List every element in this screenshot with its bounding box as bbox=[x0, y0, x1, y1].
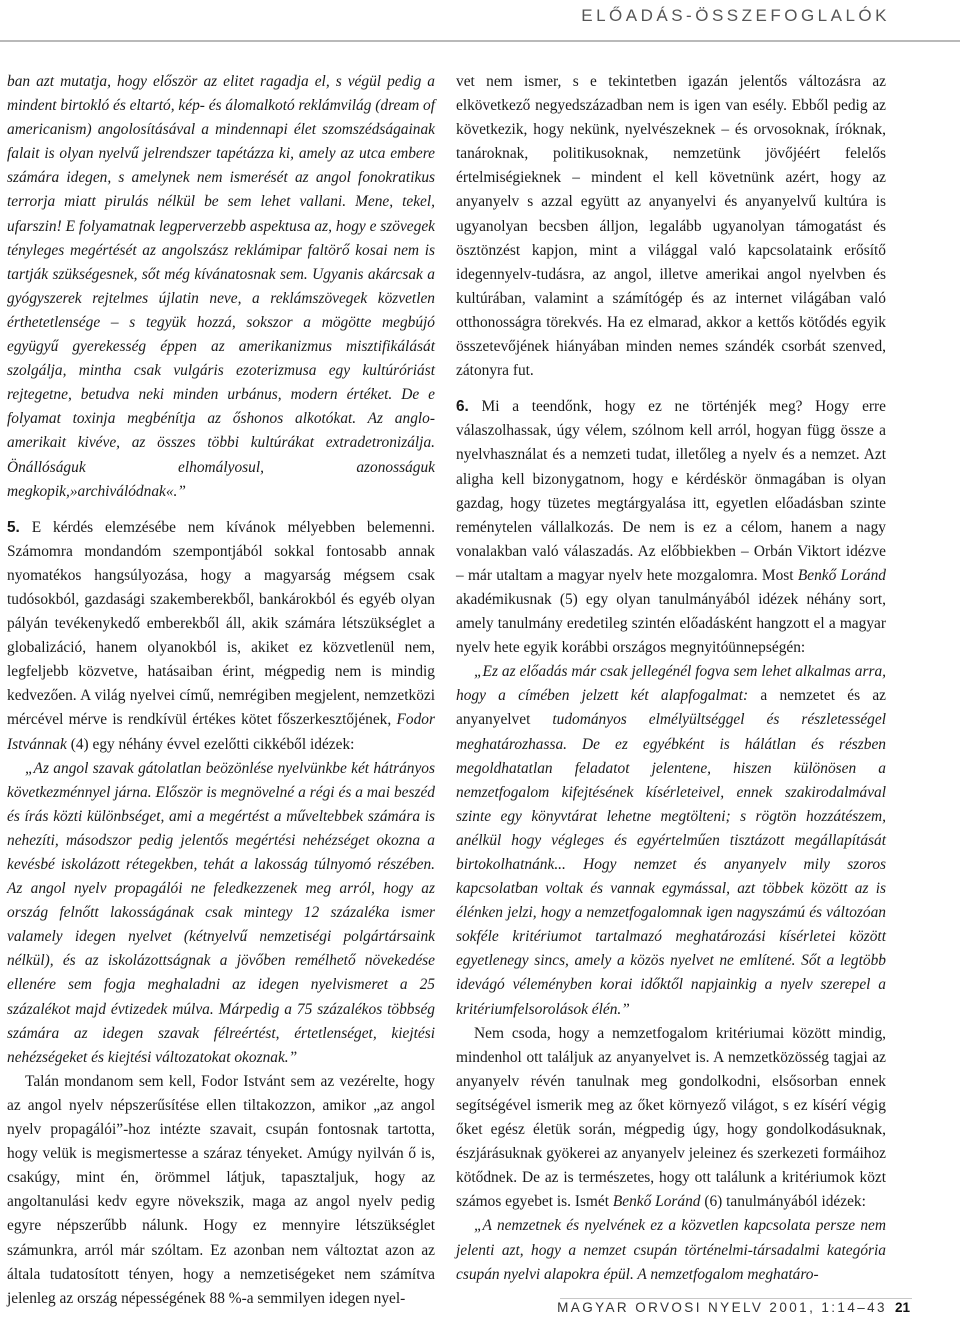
author-name: Benkő Loránd bbox=[797, 566, 886, 584]
page-number: 21 bbox=[894, 1300, 910, 1315]
section-number: 5. bbox=[7, 518, 20, 536]
running-header: ELŐADÁS-ÖSSZEFOGLALÓK bbox=[581, 6, 890, 25]
paragraph-section-5 bbox=[7, 516, 435, 757]
paragraph-fodor-comment: Talán mondanom sem kell, Fodor Istvánt sem az vezérelte, hogy az angol nyelv népszerűsítése ellen tiltakozzon, amikor „az angol nyelv propagálói”-hoz intézte szavait, csupán fontosnak tartotta, hogy velük is megismertesse a száraz tényeket. Amúgy nyilván ő is, csakúgy, mint én, örömmel látjuk, tapasztaljuk, hogy az angoltanulási kedv egyre növekszik, maga az angol nyelv pedig egyre népszerűbb nálunk. Hogy ez mennyire létszükséglet számunkra, arról már szóltam. Ez azonban nem változtat azon az általa tudatosított tényen, hogy a nemzetiségeket nem számítva jelenleg az ország népességének 88 %-a semmilyen idegen nyel- bbox=[7, 1072, 435, 1307]
author-name: Fodor Istvánnak bbox=[7, 711, 435, 753]
running-footer bbox=[557, 1300, 910, 1315]
section-5-tail: (4) egy néhány évvel ezelőtti cikkéből idézek: bbox=[66, 735, 355, 753]
quote-benko-a: „Ez az előadás már csak jellegénél fogva sem lehet alkalmas arra, hogy a címében jelzett két alapfogalmat: bbox=[456, 663, 886, 705]
author-name: Benkő Loránd bbox=[609, 1193, 701, 1211]
paragraph-section-6 bbox=[456, 395, 886, 660]
section-6-text: Mi a teendőnk, hogy ez ne történjék meg? Hogy erre válaszolhassak, úgy vélem, szólnom kell arról, hogyan függ össze a nyelvhasználat és a nemzeti tudat, illetőleg a nyelv és a nemzet. Azt aligha kell bizonygatnom, hogy e kérdéskör önmagában is olyan gazdag, hogy tüzetes megtárgyalása itt, egyetlen előadásban szinte reménytelen vállalkozás. De nem is ez a célom, hanem a nagy vonalakban való válaszadás. Az előbbiekben – Orbán Viktort idézve – már utaltam a magyar nyelv hete mozgalomra. Most bbox=[456, 398, 886, 584]
intro-text-b: E folyamatnak legperverzebb aspektusa az, hogy e szövegek tényleges megértését az angolszász reklámipar faltörő kosai nem is tartják szükségesnek, sőt még kívánatosnak sem. Ugyanis akárcsak a gyógyszerek rejtelmes újlatin neve, a reklámszövegek közvetlen érthetetlensége – s tegyük hozzá, sokszor a mögötte megbújó együgyű gyerekesség éppen az amerikanizmus misztifikálását szolgálja, mintha csak vulgáris ezoterizmusa egy kultúróriást rejtegetne, betudva neki minden urbánus, modern értéket. De e folyamat toxinja megbénítja az őshonos alkotókat. Az anglo-amerikait kivéve, az összes többi kultúrákat extradetronizálja. Önállóságuk elhomályosul, azonosságuk megkopik,»archiválódnak«.” bbox=[7, 217, 435, 500]
left-column bbox=[7, 70, 435, 1311]
section-6-tail: akadémikusnak (5) egy olyan tanulmányából idézek néhány sort, amely tanulmány eredetileg szintén előadásként hangzott el a magyar nyelv hete egyik korábbi országos megnyitóünnepségén: bbox=[456, 590, 886, 657]
criteria-text: Nem csoda, hogy a nemzetfogalom kritériumai között mindig, mindenhol ott találjuk az anyanyelvet is. A nemzetközösség tagjai az anyanyelv révén tanulnak meg gondolkodni, elsősorban ennek segítségével ismerik meg az őket környező világot, s ez kísérí végig őket egész életük során, mégpedig úgy, hogy gondolkodásuknak, észjárásuknak gyökerei az anyanyelv jeleinez és szerkezeti formáihoz kötődnek. De az is természetes, hogy ott találunk a kritériumok közt számos egyebet is. Ismét bbox=[456, 1024, 886, 1211]
journal-citation: MAGYAR ORVOSI NYELV 2001, 1:14–43 bbox=[557, 1300, 887, 1315]
quote-benko-c: tudományos elmélyültséggel és részletességel meghatározhassa. De ez egyébként is hálátlan és részben megoldhatatlan feladatot jelentene, hiszen különösen a nemzetfogalom kifejtésének kísérleteivel, ennek szakirodalmával szinte egy könyvtárat lehetne megtölteni; s rögtön hozzátészem, anélkül hogy végleges és egyértelműen tisztázott megállapítását birtokolhatnánk... Hogy nemzet és anyanyelv mily szoros kapcsolatban voltak és vannak egymással, azt többek között az is élénken jelzi, hogy a nemzetfogalomnak igen nagyszámú és változóan sokféle kritériumot tartalmazó meghatározási kísérletei között egyetlenegy sincs, amely a közös nyelvet ne említené. Sőt a legtöbb idevágó véleményben korai időktől napjainkig a nyelv szerepel a kritériumfelsorolások élén.” bbox=[456, 711, 886, 1018]
quote-fodor: „Az angol szavak gátolatlan beözönlése nyelvünkbe két hátrányos következménnyel járna. Először is megnövelné a régi és a mai beszéd és írás közti különbséget, ami a megértést a műveltebbek számára is nehezíti, másodszor pedig jelentős megértési nehézséget okozna a kevésbé iskolázott rétegekben, tehát a lakosság túlnyomó részében. Az angol nyelv propagálói ne feledkezzenek meg arról, hogy az ország felnőtt lakosságának csak mintegy 12 százaléka ismer valamely idegen nyelvet (kétnyelvű nemzetiségi polgártársaink nélkül), és az iskolázottságnak a jövőben remélhető növekedése ellenére sem fogja meghaladni az idegen nyelvismeret a 25 százalékot majd évtizedek múlva. Márpedig a 75 százalékos többség számára az idegen szavak félreértést, értetlenséget, kiejtési nehézségeket és kiejtési változatokat okoznak.” bbox=[7, 759, 435, 1066]
paragraph-criteria bbox=[456, 1022, 886, 1215]
quote-benko bbox=[456, 660, 886, 1021]
intro-text-a: ban azt mutatja, hogy először az elitet ragadja el, s végül pedig a mindent birtokló és eltartó, kép- és álomalkotó reklámvilág (dream of americanism) angolosításával a mindennapi élet szomszédságainak falait is olyan nyelvű jelrendszer tapétázza ki, amely az utca embere számára idegen, s amelynek nem ismerését az angol fonokratikus terrorja miatt pirulás nélkül be sem lehet vallani. Mene, tekel, ufarszin! bbox=[7, 73, 435, 235]
criteria-tail: (6) tanulmányából idézek: bbox=[700, 1193, 866, 1211]
paragraph-intro bbox=[7, 70, 435, 504]
section-5-text: E kérdés elemzésébe nem kívánok mélyebben belemenni. Számomra mondandóm szempontjából sokkal fontosabb annak nyomatékos hangsúlyozása, hogy a magyarság mégsem csak tudósokból, gazdasági szakemberekből, bankárokból és egyéb olyan pályán tevékenykedő emberekből áll, akik számára létszükséglet a globalizáció, hanem olyanokból is, akiket ez közvetlenül nem, legfeljebb közvetve, hatásaiban érint, mégpedig nem is mindig kedvezően. A világ nyelvei című, nemrégiben megjelent, nemzetközi mércével mérve is rendkívül értékes kötet főszerkesztőjének, bbox=[7, 518, 435, 729]
header-divider bbox=[0, 40, 960, 42]
paragraph-continuation: vet nem ismer, s e tekintetben igazán jelentős változásra az elkövetkező negyedszázadban nem is igen van esély. Ebből pedig az következik, hogy nekünk, nyelvészeknek – és orvosoknak, íróknak, tanároknak, politikusoknak, nemzetünk jövőjéért felelős értelmiségieknek – mindent el kell követnünk azért, hogy az anyanyelv s azzal együtt az anyanyelvi és anyanyelvű kultúra is ugyanolyan becsben álljon, legalább ugyanolyan támogatást és ösztönzést kapjon, mint a világgal való kapcsolataink erősítő idegennyelv-tudásra, az angol, illetve amerikai angol nyelvben és kultúrában, valamint a számítógép és az internet világában való otthonosságra törekvés. Ha ez elmarad, akkor a kettős kötődés egyik összetevőjének hiányában minden nemes szándék csorbát szenved, zátonyra fut. bbox=[456, 73, 886, 380]
section-number: 6. bbox=[456, 398, 469, 416]
quote-benko-2: „A nemzetnek és nyelvének ez a közvetlen kapcsolata persze nem jelenti azt, hogy a nemzet csupán történelmi-társadalmi kategória csupán nyelvi alapokra épül. A nemzetfogalom meghatáro- bbox=[456, 1217, 886, 1283]
right-column bbox=[456, 70, 886, 1287]
quote-benko-b: a nemzetet és az anyanyelvet bbox=[456, 687, 887, 729]
footer-divider bbox=[560, 1298, 912, 1299]
